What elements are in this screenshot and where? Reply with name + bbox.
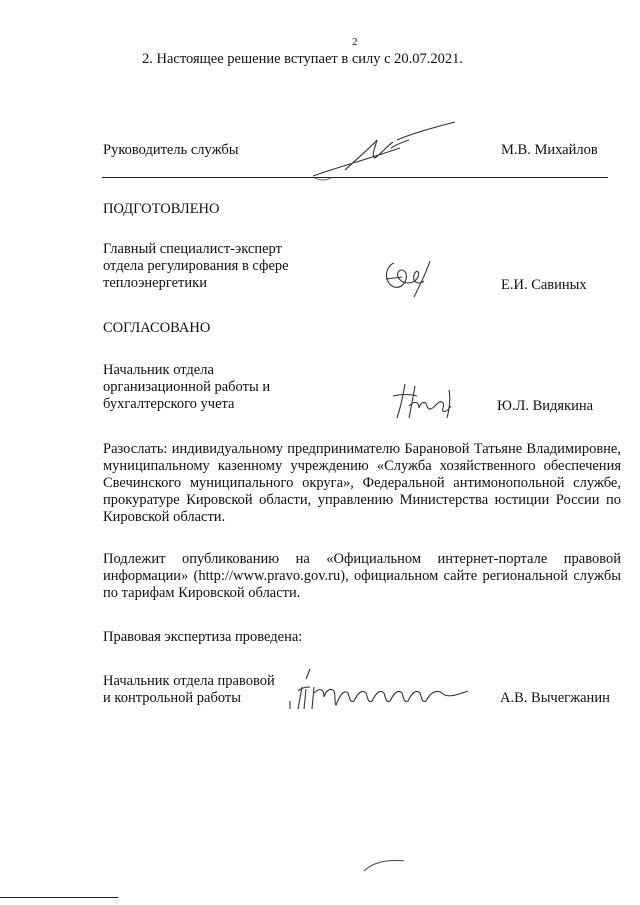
page-number: 2 xyxy=(352,36,358,48)
prepared-position-line-3: теплоэнергетики xyxy=(103,275,207,291)
agreed-name: Ю.Л. Видякина xyxy=(497,398,594,414)
signature-divider xyxy=(102,177,608,178)
head-name: М.В. Михайлов xyxy=(501,142,598,158)
legal-position-line-1: Начальник отдела правовой xyxy=(103,673,275,689)
head-title: Руководитель службы xyxy=(103,142,239,158)
distribution-list xyxy=(103,441,621,526)
legal-name: А.В. Вычегжанин xyxy=(500,690,610,706)
footnote-rule xyxy=(0,897,118,898)
prepared-name: Е.И. Савиных xyxy=(501,277,587,293)
distribution-text: Разослать: индивидуальному предпринимателю Барановой Татьяне Владимировне, муниципальному казенному учреждению «Служба хозяйственного обеспечения Свечинского муниципального округа», Федеральной антимонопольной службе, прокуратуре Кировской области, управлению Министерства юстиции России по Кировской области. xyxy=(103,441,621,525)
prepared-signature-icon xyxy=(380,255,440,300)
stray-mark-icon xyxy=(360,855,410,875)
agreed-position-line-2: организационной работы и xyxy=(103,379,271,395)
legal-review-heading: Правовая экспертиза проведена: xyxy=(103,629,303,645)
prepared-heading: ПОДГОТОВЛЕНО xyxy=(103,201,220,217)
legal-signature-icon xyxy=(280,665,480,715)
effective-date-clause: 2. Настоящее решение вступает в силу с 20.07.2021. xyxy=(142,51,464,67)
agreed-signature-icon xyxy=(385,378,465,423)
legal-position-line-2: и контрольной работы xyxy=(103,690,241,706)
publication-text: Подлежит опубликованию на «Официальном интернет-портале правовой информации» (http://www.pravo.gov.ru), официальном сайте региональной службы по тарифам Кировской области. xyxy=(103,551,621,601)
agreed-position-line-3: бухгалтерского учета xyxy=(103,396,235,412)
agreed-position-line-1: Начальник отдела xyxy=(103,362,214,378)
prepared-position-line-2: отдела регулирования в сфере xyxy=(103,258,289,274)
agreed-heading: СОГЛАСОВАНО xyxy=(103,320,211,336)
prepared-position-line-1: Главный специалист-эксперт xyxy=(103,241,282,257)
publication-note xyxy=(103,551,621,602)
